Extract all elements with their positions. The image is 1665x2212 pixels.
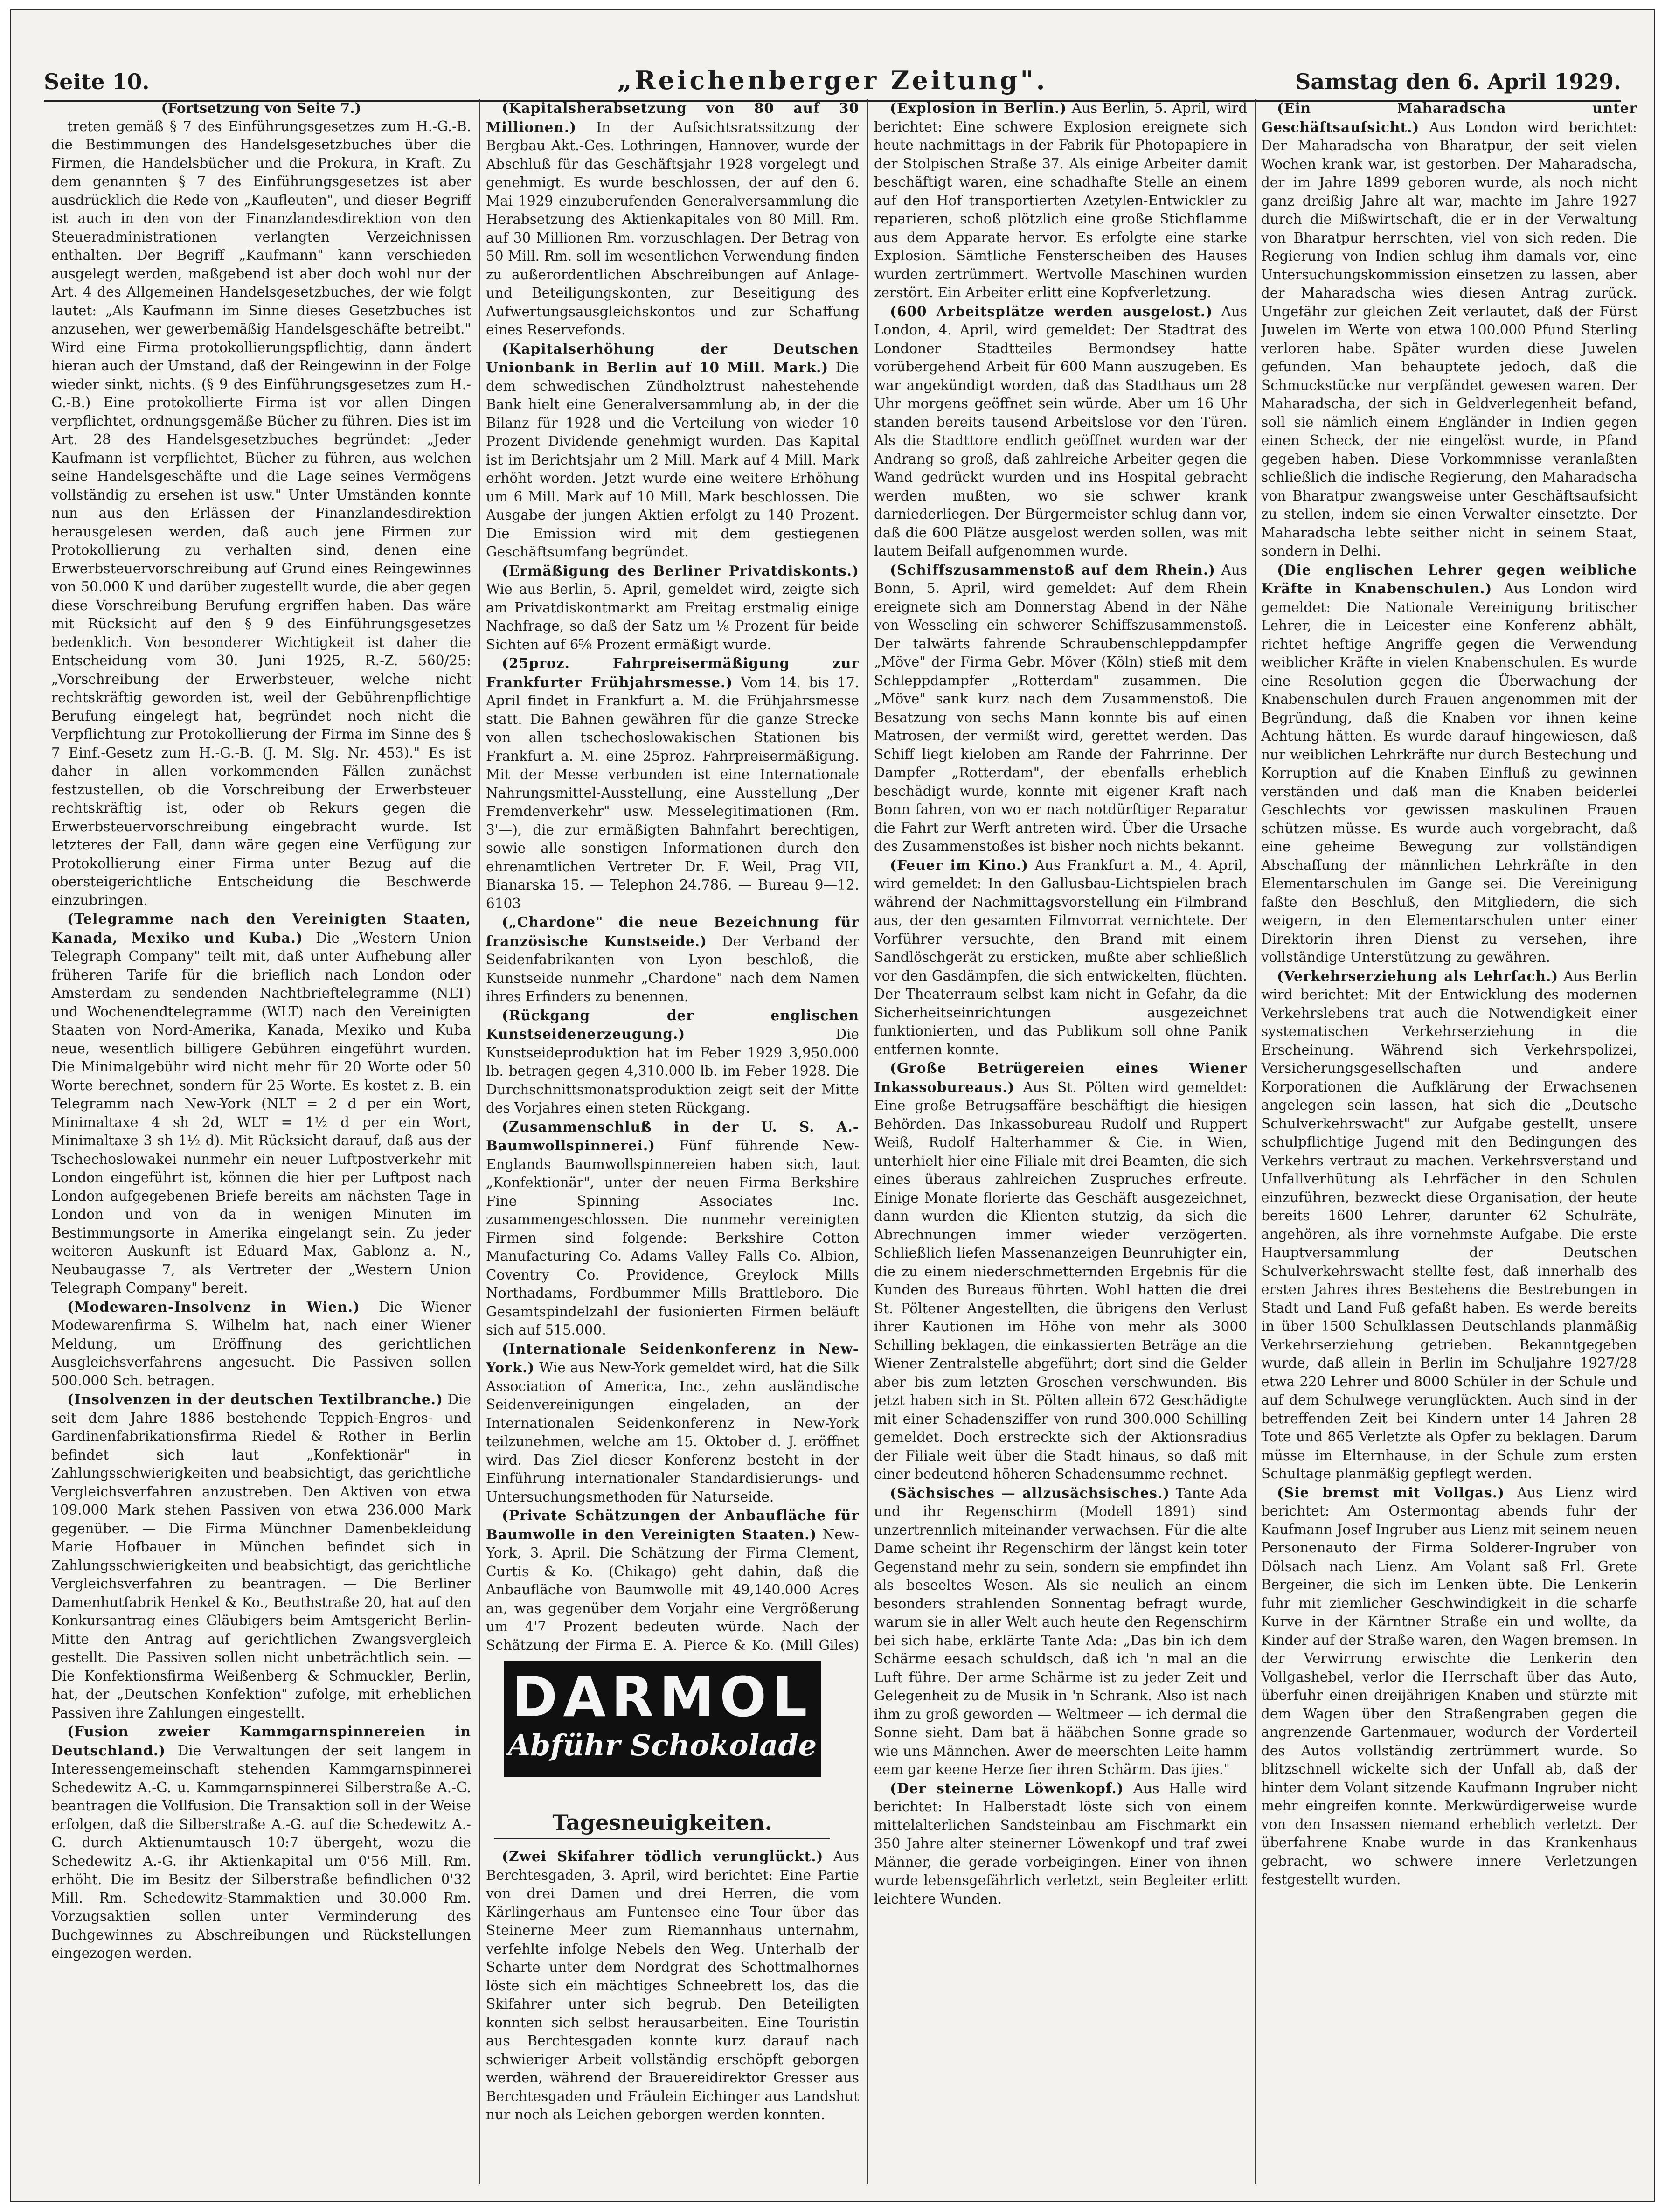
article-block [51, 1390, 471, 1722]
article-block [874, 99, 1247, 302]
article-headline: (Der steinerne Löwenkopf.) [890, 1780, 1124, 1796]
article-text: Aus Berchtesgaden, 3. April, wird berichtet: Eine Partie von drei Damen und drei Herren, die vom Kärlingerhaus am Funtensee eine Tour über das Steinerne Meer zum Riemannhaus unternahm, verfehlte infolge Nebels den Weg. Unterhalb der Scharte unter dem Nordgrat des Schottmalhornes löste sich ein mächtiges Schneebrett los, das die Skifahrer unter sich begrub. Den Beteiligten konnten sich selbst herausarbeiten. Eine Touristin aus Berchtesgaden konnte kurz darauf nach schwieriger Arbeit vollständig erschöpft geborgen werden, während der Brauereidirektor Gresser aus Berchtesgaden und Fräulein Eichinger aus Landshut nur noch als Leichen geborgen werden konnten. [486, 1849, 859, 2122]
article-text: Die seit dem Jahre 1886 bestehende Teppich-Engros- und Gardinenfabrikationsfirma Riedel & Rother in Berlin befindet sich laut „Konfektionär" in Zahlungsschwierigkeiten und beabsichtigt, das gerichtliche Vergleichsverfahren anzustreben. Den Aktiven von etwa 109.000 Mark stehen Passiven von etwa 236.000 Mark gegenüber. — Die Firma Münchner Damenbekleidung Marie Hofbauer in München befindet sich in Zahlungsschwierigkeiten und beabsichtigt, das gerichtliche Vergleichsverfahren zu beantragen. — Die Berliner Damenhutfabrik Henkel & Ko., Beuthstraße 20, hat auf den Konkursantrag eines Gläubigers beim Amtsgericht Berlin-Mitte den Antrag auf gerichtlichen Zwangsvergleich gestellt. Die Passiven sollen nicht unbeträchtlich sein. — Die Konfektionsfirma Weißenberg & Schmuckler, Berlin, hat, der „Deutschen Konfektion" zufolge, mit erheblichen Passiven ihre Zahlungen eingestellt. [51, 1391, 471, 1721]
issue-date: Samstag den 6. April 1929. [1295, 69, 1621, 94]
article-block [874, 1059, 1247, 1484]
article-headline: (Explosion in Berlin.) [890, 100, 1067, 116]
article-block [1261, 99, 1637, 561]
article-headline: (Ein Maharadscha unter Geschäftsaufsicht.) [1261, 100, 1637, 135]
article-block [486, 913, 859, 1006]
article-block [874, 302, 1247, 561]
article-text: Aus London, 4. April, wird gemeldet: Der Stadtrat des Londoner Stadtteiles Bermondsey hatte vorübergehend Arbeit für 600 Mann auszugeben. Es war angekündigt worden, daß das Stadthaus um 28 Uhr morgens geöffnet sein würde. Aber um 16 Uhr standen bereits tausend Arbeitslose vor den Türen. Als die Stadttore endlich geöffnet wurden war der Andrang so groß, daß zahlreiche Arbeiter gegen die Wand gedrückt wurden und ins Hospital gebracht werden mußten, wo sie schwer krank darniederliegen. Der Bürgermeister schlug dann vor, daß die 600 Plätze ausgelost werden sollen, was mit lautem Beifall aufgenommen wurde. [874, 303, 1247, 559]
article-text: Fünf führende New-Englands Baumwollspinnereien haben sich, laut „Konfektionär", unter der neuen Firma Berkshire Fine Spinning Associates Inc. zusammengeschlossen. Die nunmehr vereinigten Firmen sind folgende: Berkshire Cotton Manufacturing Co. Adams Valley Falls Co. Albion, Coventry Co. Providence, Greylock Mills Northadams, Fordbummer Mills Brattleboro. Die Gesamtspindelzahl der fusionierten Firmen beläuft sich auf 515.000. [486, 1138, 859, 1338]
article-text: Aus Bonn, 5. April, wird gemeldet: Auf dem Rhein ereignete sich am Donnerstag Abend in der Nähe von Wesseling ein schwerer Schiffszusammenstoß. Der talwärts fahrende Schraubenschleppdampfer „Möve" der Firma Gebr. Möver (Köln) stieß mit dem Schleppdampfer „Rotterdam" zusammen. Die „Möve" sank kurz nach dem Zusammenstoß. Die Besatzung von sechs Mann konnte bis auf einen Matrosen, der vermißt wird, gerettet werden. Das Schiff liegt kieloben am Rande der Fahrrinne. Der Dampfer „Rotterdam", der ebenfalls erheblich beschädigt wurde, konnte mit eigener Kraft nach Bonn fahren, von wo er nach notdürftiger Reparatur die Fahrt zur Werft antreten wird. Über die Ursache des Zusammenstoßes ist bisher noch nichts bekannt. [874, 562, 1247, 854]
article-headline: (Insolvenzen in der deutschen Textilbranche.) [67, 1391, 443, 1407]
article-headline: (25proz. Fahrpreisermäßigung zur Frankfurter Frühjahrsmesse.) [486, 655, 859, 690]
article-text: Die dem schwedischen Zündholztrust nahestehende Bank hielt eine Generalversammlung ab, in der die Bilanz für 1928 und die Verteilung von wieder 10 Prozent Dividende genehmigt wurden. Das Kapital ist im Berichtsjahr um 2 Mill. Mark auf 4 Mill. Mark erhöht worden. Jetzt wurde eine weitere Erhöhung um 6 Mill. Mark auf 10 Mill. Mark beschlossen. Die Ausgabe der jungen Aktien erfolgt zu 140 Prozent. Die Emission wird mit dem gestiegenen Geschäftsumfang begründet. [486, 360, 859, 560]
article-headline: (Private Schätzungen der Anbaufläche für Baumwolle in den Vereinigten Staaten.) [486, 1507, 859, 1543]
article-text: Wie aus Berlin, 5. April, gemeldet wird, zeigte sich am Privatdiskontmarkt am Freitag erstmalig einige Nachfrage, so daß der Satz um ⅛ Prozent für beide Sichten auf 6⅝ Prozent ermäßigt wurde. [486, 581, 859, 653]
article-headline: (Schiffszusammenstoß auf dem Rhein.) [890, 561, 1216, 578]
article-block [874, 856, 1247, 1059]
article-column-2 [486, 99, 859, 1652]
article-text: Tante Ada und ihr Regenschirm (Modell 1891) sind unzertrennlich miteinander verwachsen. Für die alte Dame scheint ihr Regenschirm der längst kein toter Gegenstand mehr zu sein, sondern sie empfindet ihn als beseeltes Wesen. Als sie neulich an einem besonders strahlenden Sonnentag befragt wurde, warum sie in aller Welt auch heute den Regenschirm bei sich habe, erklärte Tante Ada: „Das bin ich dem Schärme eesach schuldsch, daß ich 'n mal an die Luft führe. Der arme Schärme ist zu jeder Zeit und Gelegenheit zu de Musik in 'n Schrank. Also ist nach ihm zu groß geworden — Weltmeer — ich dermal die Sonne sieht. Dam bat ä hääbchen Sonne grade so wie uns Männchen. Awer de meerschten Leite hamm eem gar keene Herze fier ihren Schärm. Das ijies." [874, 1485, 1247, 1777]
article-text: In der Aufsichtsratssitzung der Bergbau Akt.-Ges. Lothringen, Hannover, wurde der Abschluß für das Geschäftsjahr 1928 vorgelegt und genehmigt. Es wurde beschlossen, der auf den 6. Mai 1929 einzuberufenden Generalversammlung die Herabsetzung des Aktienkapitales von 80 Mill. Rm. auf 30 Millionen Rm. vorzuschlagen. Der Betrag von 50 Mill. Rm. soll im wesentlichen Verwendung finden zu außerordentlichen Abschreibungen auf Anlage- und Beteiligungskonten, zur Beseitigung des Aufwertungsausgleichskontos und zur Schaffung eines Reservefonds. [486, 119, 859, 338]
article-text: Aus Lienz wird berichtet: Am Ostermontag abends fuhr der Kaufmann Josef Ingruber aus Lienz mit seinem neuen Personenauto der Firma Solderer-Ingruber von Dölsach nach Lienz. Am Volant saß Frl. Grete Bergeiner, die sich im Lenken übte. Die Lenkerin fuhr mit ziemlicher Geschwindigkeit in die scharfe Kurve in der Kärntner Straße ein und wollte, da Kinder auf der Straße waren, den Wagen bremsen. In der Verwirrung erwischte die Lenkerin den Vollgashebel, verlor die Herrschaft über das Auto, überfuhr einen dreijährigen Knaben und stürzte mit dem Wagen über den Straßengraben gegen die angrenzende Gartenmauer, wodurch der Vorderteil des Autos vollständig zertrümmert wurde. So blitzschnell wickelte sich der Unfall ab, daß der hinter dem Volant sitzende Kaufmann Ingruber nicht mehr eingreifen konnte. Merkwürdigerweise wurde von den Insassen niemand erheblich verletzt. Der überfahrene Knabe wurde in das Krankenhaus gebracht, wo schwere innere Verletzungen festgestellt wurden. [1261, 1484, 1637, 1887]
article-headline: (Rückgang der englischen Kunstseidenerzeugung.) [486, 1007, 859, 1042]
article-block [486, 654, 859, 913]
ad-tagline: Abführ Schokolade [507, 1728, 817, 1762]
darmol-advertisement [504, 1661, 821, 1777]
article-block [486, 340, 859, 562]
article-block [486, 562, 859, 654]
continuation-note: (Fortsetzung von Seite 7.) [161, 100, 361, 116]
article-text: Die Wiener Modewarenfirma S. Wilhelm hat, nach einer Wiener Meldung, um Eröffnung des gerichtlichen Ausgleichsverfahrens angesucht. Die Passiven sollen 500.000 Sch. betragen. [51, 1299, 471, 1389]
article-text: Die „Western Union Telegraph Company" teilt mit, daß unter Aufhebung aller früheren Tarife für die brieflich nach London oder Amsterdam zu sendenden Nachtbrieftelegramme (NLT) und Wochenendtelegramme (WLT) nach den Vereinigten Staaten von Nord-Amerika, Kanada, Mexiko und Kuba neue, wesentlich billigere Gebühren eingeführt wurden. Die Minimalgebühr wird nicht mehr für 20 Worte oder 50 Worte berechnet, sondern für 25 Worte. Es kostet z. B. ein Telegramm nach New-York (NLT = 2 d per ein Wort, Minimaltaxe 4 sh 2d, WLT = 1½ d per ein Wort, Minimaltaxe 3 sh 1½ d). Mit Rücksicht darauf, daß aus der Tschechoslowakei nunmehr ein neuer Luftpostverkehr mit London eingeführt ist, können die hier per Luftpost nach London aufgegebenen Briefe bereits am nächsten Tage in London und von da in wenigen Minuten im Bestimmungsorte in Amerika eingelangt sein. Zu jeder weiteren Auskunft ist Eduard Max, Gablonz a. N., Neubaugasse 7, als Vertreter der „Western Union Telegraph Company" bereit. [51, 930, 471, 1296]
newspaper-title: „Reichenberger Zeitung". [617, 65, 1048, 95]
article-headline: (Die englischen Lehrer gegen weibliche Kräfte in Knabenschulen.) [1261, 561, 1637, 597]
article-text: Die Verwaltungen der seit langem in Interessengemeinschaft stehenden Kammgarnspinnerei Schedewitz A.-G. u. Kammgarnspinnerei Silberstraße A.-G. beantragen die Vollfusion. Die Transaktion soll in der Weise erfolgen, daß die Silberstraße A.-G. auf die Schedewitz A.-G. durch Aktienumtausch 10:7 übergeht, wozu die Schedewitz A.-G. ihr Aktienkapital um 0'56 Mill. Rm. erhöht. Die im Besitz der Silberstraße befindlichen 0'32 Mill. Rm. Schedewitz-Stammaktien und 30.000 Rm. Vorzugsaktien sollen unter Verminderung des Buchgewinnes zu Abschreibungen und Rückstellungen eingezogen werden. [51, 1742, 471, 1961]
article-block [51, 910, 471, 1298]
article-headline: (Kapitalserhöhung der Deutschen Unionbank in Berlin auf 10 Mill. Mark.) [486, 340, 859, 376]
article-text: Vom 14. bis 17. April findet in Frankfurt a. M. die Frühjahrsmesse statt. Die Bahnen gewähren für die ganze Strecke von allen tschechoslowakischen Stationen bis Frankfurt a. M. eine 25proz. Fahrpreisermäßigung. Mit der Messe verbunden ist eine Internationale Nahrungsmittel-Ausstellung, eine Ausstellung „Der Fremdenverkehr" usw. Messelegitimationen (Rm. 3'—), die zur ermäßigten Bahnfahrt berechtigen, sowie alle sonstigen Informationen durch den ehrenamtlichen Vertreter Dr. F. Weil, Prag VII, Bianarska 15. — Telephon 24.786. — Bureau 9—12. 6103 [486, 674, 859, 911]
article-headline: (Sächsisches — allzusächsisches.) [890, 1484, 1170, 1501]
article-text: treten gemäß § 7 des Einführungsgesetzes zum H.-G.-B. die Bestimmungen des Handelsgesetzbuches über die Firmen, die Handelsbücher und die Prokura, in Kraft. Zu dem genannten § 7 des Einführungsgesetzes ist aber ausdrücklich die Rede von „Kaufleuten", und dieser Begriff ist auch in den von der Finanzlandesdirektion von den Steueradministrationen verlangten Verzeichnissen enthalten. Der Begriff „Kaufmann" kann verschieden ausgelegt werden, maßgebend ist aber doch wohl nur der Art. 4 des Allgemeinen Handelsgesetzbuches, der wie folgt lautet: „Als Kaufmann im Sinne dieses Gesetzbuches ist anzusehen, wer gewerbemäßig Handelsgeschäfte betreibt." Wird eine Firma protokollierungspflichtig, dann ändert hieran auch der Umstand, daß der Reingewinn in der Folge wieder sinkt, nichts. (§ 9 des Einführungsgesetzes zum H.-G.-B.) Eine protokollierte Firma ist vor allen Dingen verpflichtet, ordnungsgemäße Bücher zu führen. Dies ist im Art. 28 des Handelsgesetzbuches begründet: „Jeder Kaufmann ist verpflichtet, Bücher zu führen, aus welchen seine Handelsgeschäfte und die Lage seines Vermögens vollständig zu ersehen ist usw." Unter Umständen konnte nun aus den Erlässen der Finanzlandesdirektion herausgelesen werden, daß auch jene Firmen zur Protokollierung zu verhalten sind, denen eine Erwerbsteuervorschreibung auf Grund eines Reingewinnes von 50.000 K und darüber zugestellt wurde, die aber gegen diese Vorschreibung Berufung ergriffen haben. Das wäre mit Rücksicht auf den § 9 des Einführungsgesetzes bedenklich. Von besonderer Wichtigkeit ist daher die Entscheidung vom 30. Juni 1925, R.-Z. 560/25: „Vorschreibung der Erwerbsteuer, welche nicht rechtskräftig geworden ist, weil der Gebührenpflichtige Berufung eingelegt hat, begründet noch nicht die Verpflichtung zur Protokollierung der Firma im Sinne des § 7 Einf.-Gesetz zum H.-G.-B. (J. M. Slg. Nr. 453)." Es ist daher in allen vorkommenden Fällen zunächst festzustellen, ob die Vorschreibung der Erwerbsteuer rechtskräftig ist, oder ob Rekurs gegen die Erwerbsteuervorschreibung eingebracht wurde. Ist letzteres der Fall, dann wäre gegen eine Verfügung zur Protokollierung einer Firma unter Bezug auf die obersteigerichtliche Entscheidung die Beschwerde einzubringen. [51, 118, 471, 908]
article-column-2-lower [486, 1847, 859, 2183]
article-text: Aus Berlin, 5. April, wird berichtet: Eine schwere Explosion ereignete sich heute nachmittags in der Fabrik für Photopapiere in der Stolpischen Straße 37. Als einige Arbeiter damit beschäftigt waren, eine schadhafte Stelle an einem auf den Hof transportierten Azetylen-Entwickler zu reparieren, schoß plötzlich eine große Stichflamme aus dem Apparate hervor. Es erfolgte eine starke Explosion. Sämtliche Fensterscheiben des Hauses wurden zertrümmert. Wertvolle Maschinen wurden zerstört. Ein Arbeiter erlitt eine Kopfverletzung. [874, 100, 1247, 300]
article-block [486, 1006, 859, 1118]
article-text: Der Verband der Seidenfabrikanten von Lyon beschloß, die Kunstseide nunmehr „Chardone" nach dem Namen ihres Erfinders zu benennen. [486, 933, 859, 1004]
article-headline: (Sie bremst mit Vollgas.) [1277, 1484, 1505, 1501]
article-headline: (Zwei Skifahrer tödlich verunglückt.) [502, 1848, 824, 1864]
article-column-4 [1261, 99, 1637, 2184]
article-text: Aus London wird berichtet: Der Maharadscha von Bharatpur, der seit vielen Wochen krank war, ist gestorben. Der Maharadscha, der im Jahre 1899 geboren wurde, als noch nicht ganz dreißig Jahre alt war, machte im Jahre 1927 durch die Mißwirtschaft, die er in der Verwaltung von Bharatpur herrschten, viel von sich reden. Die Regierung von Indien schlug ihm damals vor, eine Untersuchungskommission einsetzen zu lassen, aber der Maharadscha wies diesen Antrag zurück. Ungefähr zur gleichen Zeit verlautet, daß der Fürst Juwelen im Werte von etwa 100.000 Pfund Sterling verloren habe. Später wurden diese Juwelen gefunden. Man behauptete jedoch, daß die Schmuckstücke nur verpfändet gewesen waren. Der Maharadscha, der sich in Geldverlegenheit befand, soll sie nämlich einem Engländer in Indien gegen einen Scheck, der nie eingelöst wurde, in Pfand gegeben haben. Diese Vorkommnisse veranlaßten schließlich die indische Regierung, den Maharadscha von Bharatpur zwangsweise unter Geschäftsaufsicht zu stellen, indem sie einen Verwalter einsetzte. Der Maharadscha lebte seither nicht in seinem Staat, sondern in Delhi. [1261, 119, 1637, 559]
article-block [486, 99, 859, 340]
article-block [486, 1118, 859, 1340]
page-number: Seite 10. [44, 69, 150, 94]
article-text: New-York, 3. April. Die Schätzung der Firma Clement, Curtis & Ko. (Chikago) geht dahin, daß die Anbaufläche von Baumwolle mit 49,140.000 Acres an, was gegenüber dem Vorjahr eine Vergrößerung um 4'7 Prozent bedeuten würde. Nach der Schätzung der Firma E. A. Pierce & Ko. (Mill Giles) [486, 1526, 859, 1652]
article-block [486, 1847, 859, 2124]
article-headline: (Große Betrügereien eines Wiener Inkassobureaus.) [874, 1060, 1247, 1095]
article-headline: (Kapitalsherabsetzung von 80 auf 30 Millionen.) [486, 100, 859, 135]
article-headline: (Telegramme nach den Vereinigten Staaten, Kanada, Mexiko und Kuba.) [51, 911, 471, 946]
article-headline: (Ermäßigung des Berliner Privatdiskonts.) [502, 562, 859, 579]
article-block [874, 1484, 1247, 1779]
article-headline: (Internationale Seidenkonferenz in New-York.) [486, 1340, 859, 1376]
column-divider [867, 99, 868, 2184]
article-text: Aus Halle wird berichtet: In Halberstadt löste sich von einem mittelalterlichen Sandsteinbau am Fischmarkt ein 350 Jahre alter steinerner Löwenkopf und traf zwei Männer, die gerade vorbeigingen. Einer von ihnen wurde lebensgefährlich verletzt, sein Begleiter erlitt leichtere Wunden. [874, 1780, 1247, 1907]
article-text: Die Kunstseideproduktion hat im Feber 1929 3,950.000 lb. betragen gegen 4,310.000 lb. im Feber 1928. Die Durchschnittsmonatsproduktion zeigt seit der Mitte des Vorjahres einen steten Rückgang. [486, 1026, 859, 1116]
article-block [1261, 1483, 1637, 1889]
article-headline: (Zusammenschluß in der U. S. A.-Baumwollspinnerei.) [486, 1118, 859, 1154]
article-headline: (Feuer im Kino.) [890, 856, 1029, 873]
article-text: Aus Frankfurt a. M., 4. April, wird gemeldet: In den Gallusbau-Lichtspielen brach während der Nachmittagsvorstellung ein Filmbrand aus, der den gesamten Filmvorrat vernichtete. Der Vorführer versuchte, den Brand mit einem Sandlöschgerät zu ersticken, mußte aber schließlich vor den Gasdämpfen, die sich entwickelten, flüchten. Der Theaterraum selbst kam nicht in Gefahr, da die Sicherheitseinrichtungen ausgezeichnet funktionierten, und das Publikum soll ohne Panik entfernen konnte. [874, 857, 1247, 1057]
article-block [1261, 967, 1637, 1483]
article-column-3 [874, 99, 1247, 2184]
article-block [1261, 561, 1637, 967]
article-text: Wie aus New-York gemeldet wird, hat die Silk Association of America, Inc., zehn ausländische Seidenvereinigungen eingeladen, an der Internationalen Seidenkonferenz in New-York teilzunehmen, welche am 15. Oktober d. J. eröffnet wird. Das Ziel dieser Konferenz besteht in der Einführung internationaler Standardisierungs- und Untersuchungsmethoden für Naturseide. [486, 1360, 859, 1505]
article-block [874, 561, 1247, 856]
ad-brand: DARMOL [512, 1665, 813, 1729]
article-headline: (Verkehrserziehung als Lehrfach.) [1277, 967, 1559, 984]
article-text: Aus London wird gemeldet: Die Nationale Vereinigung britischer Lehrer, die in Leicester eine Konferenz abhält, richtet heftige Angriffe gegen die Verwendung weiblicher Kräfte in vielen Knabenschulen. Es wurde eine Resolution gegen die Überwachung der Knabenschulen durch Frauen angenommen mit der Begründung, daß die Knaben vor ihnen keine Achtung hätten. Es wurde darauf hingewiesen, daß nur weiblichen Lehrkräfte nur durch Bestechung und Korruption auf die Knaben Einfluß zu gewinnen verständen und daß man die Knaben beiderlei Geschlechts vor gewissen maskulinen Frauen schützen müsse. Es wurde auch vorgebracht, daß eine geheime Bewegung zur vollständigen Abschaffung der männlichen Lehrkräfte in den Elementarschulen im Gange sei. Die Vereinigung faßte den Beschluß, den Mitgliedern, die sich weigern, in den Elementarschulen unter einer Direktorin ihren Dienst zu versehen, ihre vollständige Unterstützung zu gewähren. [1261, 581, 1637, 965]
article-block [51, 1722, 471, 1963]
column-divider [479, 99, 480, 2184]
article-headline: (Fusion zweier Kammgarnspinnereien in Deutschland.) [51, 1723, 471, 1759]
section-title: Tagesneuigkeiten. [494, 1810, 830, 1839]
article-column-1 [51, 99, 471, 2184]
article-block [486, 1506, 859, 1652]
article-block [874, 1779, 1247, 1909]
article-block [51, 1298, 471, 1391]
column-divider [1255, 99, 1256, 2184]
article-text: Aus St. Pölten wird gemeldet: Eine große Betrugsaffäre beschäftigt die hiesigen Behörden. Das Inkassobureau Rudolf und Ruppert Weiß, Rudolf Halterhammer & Cie. in Wien, unterhielt hier eine Filiale mit drei Beamten, die sich eines überaus zahlreichen Zuspruches erfreute. Einige Monate florierte das Geschäft ausgezeichnet, dann wurden die Klienten stutzig, da sich die Abrechnungen immer wieder verzögerten. Schließlich liefen Massenanzeigen Beunruhigter ein, die zu einem niederschmetternden Ergebnis für die Kunden des Bureaus führten. Wohl hatten die drei St. Pöltener Angestellten, die übrigens den Verlust ihrer Kautionen im Höhe von mehr als 3000 Schilling beklagen, die einkassierten Beträge an die Wiener Zentralstelle abgeführt; dort sind die Gelder aber bis zum letzten Groschen verschwunden. Bis jetzt haben sich in St. Pölten allein 672 Geschädigte mit einer Schadensziffer von rund 300.000 Schilling gemeldet. Doch erstreckte sich der Aktionsradius der Filiale weit über die Stadt hinaus, so daß mit einer bedeutend höheren Schadensumme rechnet. [874, 1079, 1247, 1482]
article-headline: („Chardone" die neue Bezeichnung für französische Kunstseide.) [486, 914, 859, 949]
article-headline: (Modewaren-Insolvenz in Wien.) [67, 1298, 360, 1315]
masthead [44, 65, 1621, 96]
article-headline: (600 Arbeitsplätze werden ausgelost.) [890, 303, 1213, 320]
article-block [486, 1340, 859, 1507]
article-text: Aus Berlin wird berichtet: Mit der Entwicklung des modernen Verkehrslebens trat auch die Notwendigkeit einer systematischen Verkehrserziehung in die Erscheinung. Während sich Verkehrspolizei, Versicherungsgesellschaften und andere Korporationen die Aufklärung der Erwachsenen angelegen sein lassen, hat sich die „Deutsche Schulverkehrswacht" zur Aufgabe gestellt, unsere schulpflichtige Jugend mit den Bedingungen des Verkehrs vertraut zu machen. Verkehrsverstand und Unfallverhütung als Lehrfächer in den Schulen einzuführen, bezweckt diese Organisation, der heute bereits 1600 Lehrer, darunter 62 Schulräte, angehören, als ihre vornehmste Aufgabe. Die erste Hauptversammlung der Deutschen Schulverkehrswacht stellte fest, daß innerhalb des ersten Jahres ihres Bestehens die Bestrebungen in Stadt und Land Fuß gefaßt haben. Es werde bereits in über 1500 Schulklassen Deutschlands planmäßig Verkehrserziehung getrieben. Bekanntgegeben wurde, daß allein in Berlin im Schuljahre 1927/28 etwa 220 Lehrer und 8000 Schüler in der Schule und auf dem Schulwege verunglückten. Auch sind in der betreffenden Zeit bei Kindern unter 14 Jahren 28 Tote und 865 Verletzte als Opfer zu beklagen. Darum müsse im Elternhause, in der Schule zum ersten Schultage planmäßig gepflegt werden. [1261, 968, 1637, 1482]
